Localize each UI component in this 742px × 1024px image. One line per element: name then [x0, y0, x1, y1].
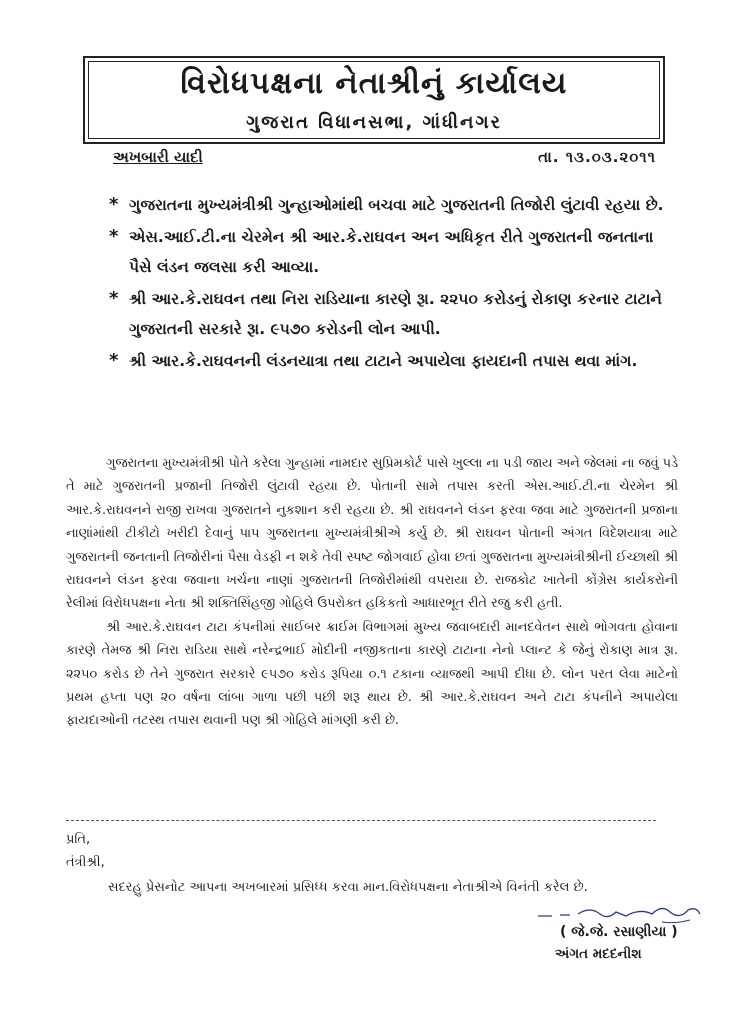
bullet-text: શ્રી આર.કે.રાઘવન તથા નિરા રાડિયાના કારણે રૂા. ૨૨૫૦ કરોડનું રોકાણ કરનાર ટાટાને ગુજરાતની સરકારે રૂા. ૯૫૭૦ કરોડની લોન આપી.	[129, 290, 662, 338]
body-text	[66, 452, 678, 733]
bullet-text: શ્રી આર.કે.રાઘવનની લંડનયાત્રા તથા ટાટાને અપાયેલા ફાયદાની તપાસ થવા માંગ.	[129, 352, 638, 370]
bullet-text: ગુજરાતના મુખ્યમંત્રીશ્રી ગુન્હાઓમાંથી બચવા માટે ગુજરાતની તિજોરી લુંટાવી રહયા છે.	[129, 196, 664, 214]
signer-name: ( જે.જે. રસાણીયા )	[560, 924, 678, 940]
signer-title: અંગત મદદનીશ	[555, 946, 642, 962]
office-subtitle: ગુજરાત વિધાનસભા, ગાંધીનગર	[246, 112, 502, 133]
asterisk-icon: *	[109, 194, 119, 215]
paragraph: ગુજરાતના મુખ્યમંત્રીશ્રી પોતે કરેલા ગુન્હામાં નામદાર સુપ્રિમકોર્ટ પાસે ખુલ્લા ના પડી જાય અને જેલમાં ના જવું પડે તે માટે ગુજરાતની પ્રજાની તિજોરી લુંટાવી રહયા છે. પોતાની સામે તપાસ કરતી એસ.આઈ.ટી.ના ચેરમેન શ્રી આર.કે.રાઘવનને રાજી રાખવા ગુજરાતને નુકશાન કરી રહયા છે. શ્રી રાઘવનને લંડન ફરવા જવા માટે ગુજરાતની પ્રજાના નાણાંમાંથી ટીકીટો ખરીદી દેવાનું પાપ ગુજરાતના મુખ્યમંત્રીશ્રીએ કર્યુ છે. શ્રી રાઘવન પોતાની અંગત વિદેશયાત્રા માટે ગુજરાતની જનતાની તિજોરીનાં પૈસા વેડફી ન શકે તેવી સ્પષ્ટ જોગવાઈ હોવા છતાં ગુજરાતના મુખ્યમંત્રીશ્રીની ઈચ્છાથી શ્રી રાઘવનને લંડન ફરવા જવાના ખર્ચના નાણાં ગુજરાતની તિજોરીમાંથી વપરાયા છે. રાજકોટ ખાતેની કોંગ્રેસ કાર્યકરોની રેલીમાં વિરોધપક્ષના નેતા શ્રી શક્તિસિંહજી ગોહિલે ઉપરોક્ત હકિકતો આધારભૂત રીતે રજુ કરી હતી.	[66, 456, 678, 612]
office-title: વિરોધપક્ષના નેતાશ્રીનું કાર્યાલય	[180, 66, 568, 101]
asterisk-icon: *	[109, 350, 119, 371]
addressee-line-1: પ્રતિ,	[66, 832, 91, 847]
bullet-item	[105, 346, 680, 376]
handwritten-signature	[530, 902, 705, 926]
bullet-text: એસ.આઈ.ટી.ના ચેરમેન શ્રી આર.કે.રાઘવન અન અધિકૃત રીતે ગુજરાતની જનતાના પૈસે લંડન જલસા કરી આવ્યા.	[129, 228, 654, 276]
paragraph: શ્રી આર.કે.રાઘવન ટાટા કંપનીમાં સાઈબર ક્રાઈમ વિભાગમાં મુખ્ય જવાબદારી માનદવેતન સાથે ભોગવતા હોવાના કારણે તેમજ શ્રી નિરા રાડિયા સાથે નરેન્દ્રભાઈ મોદીની નજીકતાના કારણે ટાટાના નેનો પ્લાન્ટ કે જેનું રોકાણ માત્ર રૂા. ૨૨૫૦ કરોડ છે તેને ગુજરાત સરકારે ૯૫૭૦ કરોડ રૂપિયા ૦.૧ ટકાના વ્યાજથી આપી દીધા છે. લોન પરત લેવા માટેનો પ્રથમ હપ્તા પણ ૨૦ વર્ષના લાંબા ગાળા પછી પછી શરૂ થાય છે. શ્રી આર.કે.રાઘવન અને ટાટા કંપનીને અપાયેલા ફાયદાઓની તટસ્થ તપાસ થવાની પણ શ્રી ગોહિલે માંગણી કરી છે.	[66, 619, 678, 729]
publication-request: સદરહુ પ્રેસનોટ આપના અખબારમાં પ્રસિધ્ધ કરવા માન.વિરોધપક્ષના નેતાશ્રીએ વિનંતી કરેલ છે.	[108, 880, 588, 895]
asterisk-icon: *	[109, 226, 119, 247]
headline-bullets	[105, 190, 680, 378]
footer-divider	[66, 820, 656, 821]
bullet-item	[105, 222, 680, 282]
bullet-item	[105, 190, 680, 220]
bullet-item	[105, 284, 680, 344]
letterhead-box	[83, 56, 665, 144]
addressee-line-2: તંત્રીશ્રી,	[66, 855, 105, 870]
document-type-label: અખબારી યાદી	[113, 148, 203, 166]
asterisk-icon: *	[109, 288, 119, 309]
release-date: તા. ૧૩.૦૩.૨૦૧૧	[538, 148, 656, 166]
